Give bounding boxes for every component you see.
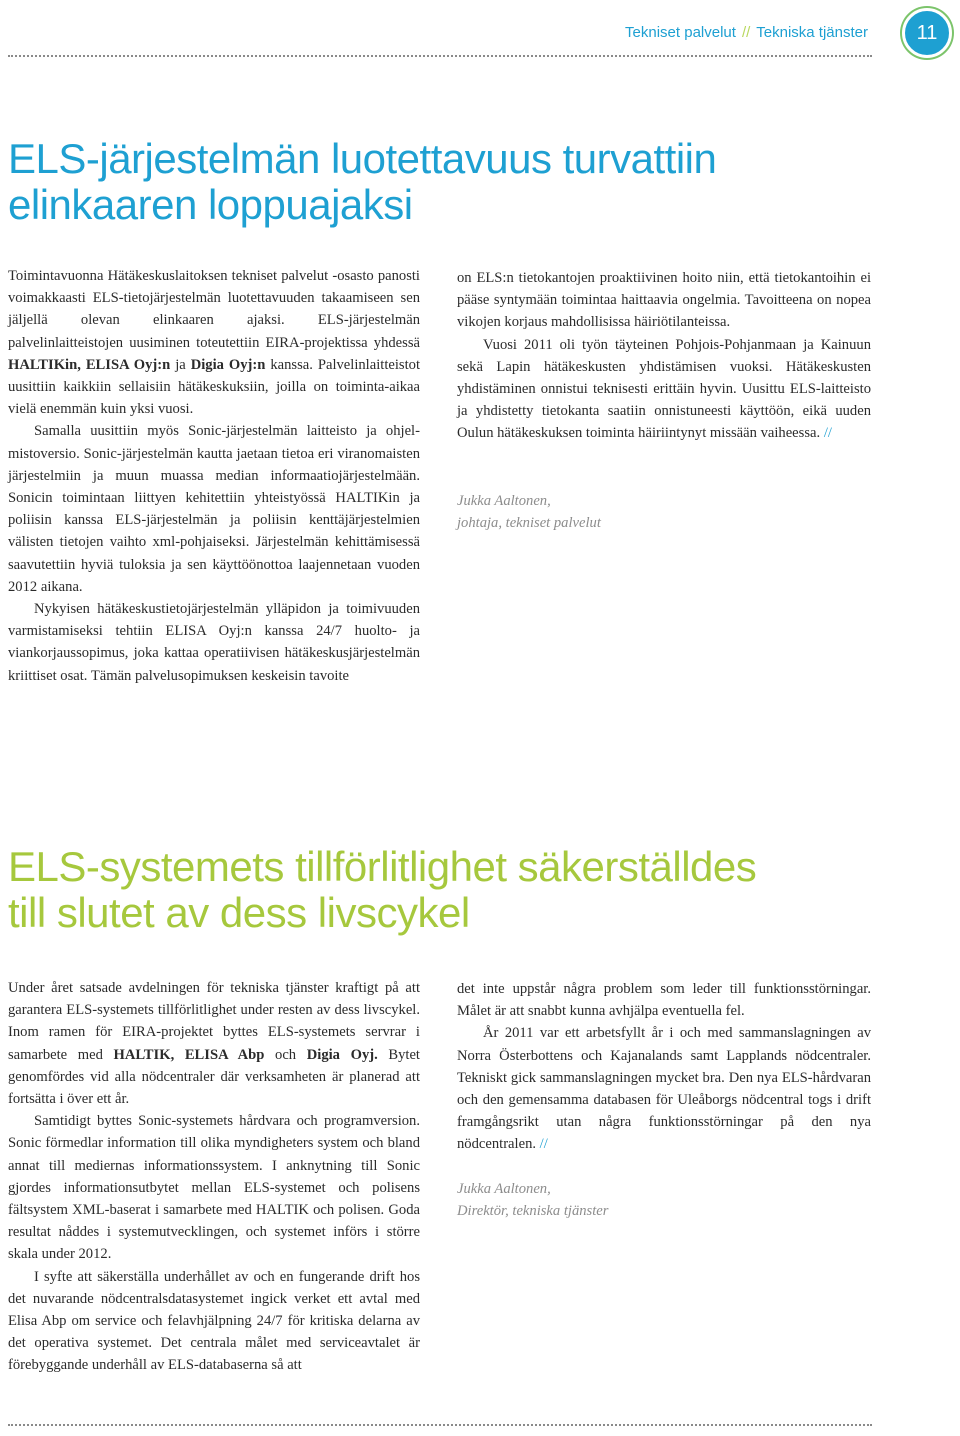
article-sv-right-column	[457, 978, 871, 1156]
sv-paragraph-5: År 2011 var ett arbetsfyllt år i och med sammanslagningen av Norra Österbottens och Kajanalands samt Lapplands nödcentraler. Tekniskt gick sammanslagningen mycket bra. Den nya ELS-hårdvaran och den gemensamma databasen för Uleåborgs nödcentral togs i drift framgångsrikt utan några funktionsstörningar på den nya nödcentralen. //	[457, 1025, 871, 1153]
page-number-badge	[902, 8, 952, 58]
headline-fi	[8, 136, 716, 228]
fi-paragraph-4: on ELS:n tietokantojen proaktiivinen hoito niin, että tietokantoihin ei pääse syntymään toimintaa haittaavia ongelmia. Tavoitteena on nopea vikojen korjaus mahdollisissa häiriötilanteissa.	[457, 270, 871, 331]
article-fi-right-column	[457, 267, 871, 445]
fi-paragraph-5: Vuosi 2011 oli työn täyteinen Pohjois-Pohjanmaan ja Kainuun sekä Lapin hätäkeskusten yhdistämisen vuoksi. Hätäkeskusten yhdistäminen onnistui teknisesti erittäin hyvin. Uusittu ELS-laitteisto ja yhdistetty tietokanta saatiin onnistuneesti käyttöön, eikä uuden Oulun hätäkeskuksen toiminta häiriintynyt missään vaiheessa. //	[457, 336, 871, 442]
fi-paragraph-2: Samalla uusittiin myös Sonic-järjestelmän laitteisto ja ohjelmistoversio. Sonic-järjestelmän kautta jaetaan tietoa eri viranomaisten järjestelmiin ja muun muassa median informaatiojärjestelmään. Sonicin toimintaan liittyen kehitettiin yhteistyössä HALTIKin ja poliisin kanssa ELS-järjestelmän ja poliisin kenttäjärjestelmien välisten tietojen vaihto xml-pohjaiseksi. Järjestelmän kehittämisessä saavutettiin hyviä tuloksia ja sen käyttöönottoa laajennetaan vuoden 2012 aikana.	[8, 423, 420, 595]
fi-partner-haltik-elisa: HALTIKin, ELISA Oyj:n	[8, 356, 171, 373]
sv-partner-digia: Digia Oyj.	[306, 1046, 378, 1063]
top-dotted-divider	[8, 55, 872, 57]
bottom-dotted-divider	[8, 1424, 872, 1426]
signature-sv-name: Jukka Aaltonen,	[457, 1181, 551, 1197]
article-sv-left-column	[8, 977, 420, 1377]
headline-fi-line1: ELS-järjestelmän luotettavuus turvattiin	[8, 135, 717, 182]
sv-paragraph-3: I syfte att säkerställa underhållet av och en fungerande drift hos det nuvarande nödcentralsdatasystemet ingick verket ett avtal med Elisa Abp om service och felavhjälpning 24/7 för kritiska delarna av det operativa systemet. Det centrala målet med serviceavtalet är förebyggande underhåll av ELS-databaserna så att	[8, 1268, 420, 1374]
signature-fi	[457, 490, 601, 534]
fi-partner-digia: Digia Oyj:n	[190, 356, 266, 373]
article-fi-left-column	[8, 265, 420, 687]
signature-sv	[457, 1178, 608, 1222]
sv-paragraph-2: Samtidigt byttes Sonic-systemets hårdvara och programversion. Sonic förmedlar information till olika myndigheters system och bland annat till mediernas informationssystem. I anknytning till Sonic gjordes informationsutbytet mellan ELS-systemet och polisens fältsystem XML-baserat i samarbete med HALTIK och polisen. Goda resultat nåddes i systemutvecklingen, och systemet införs i större skala under 2012.	[8, 1113, 420, 1263]
running-header	[625, 24, 868, 41]
sv-partner-haltik-elisa: HALTIK, ELISA Abp	[113, 1046, 265, 1063]
signature-fi-name: Jukka Aaltonen,	[457, 493, 551, 509]
header-section-fi: Tekniset palvelut	[625, 24, 736, 41]
header-section-sv: Tekniska tjänster	[756, 24, 868, 41]
headline-sv-line2: till slutet av dess livscykel	[8, 889, 470, 936]
page-number: 11	[916, 21, 938, 44]
headline-sv	[8, 844, 756, 936]
header-separator: //	[741, 24, 751, 41]
signature-fi-title: johtaja, tekniset palvelut	[457, 515, 601, 531]
headline-fi-line2: elinkaaren loppuajaksi	[8, 181, 413, 228]
fi-paragraph-3: Nykyisen hätäkeskustietojärjestelmän ylläpidon ja toimivuuden varmistamiseksi tehtiin ELISA Oyj:n kanssa 24/7 huolto- ja viankorjaussopimus, joka kattaa operatiivisen hätäkeskusjärjestelmän kriittiset osat. Tämän palvelusopimuksen keskeisin tavoite	[8, 601, 420, 684]
headline-sv-line1: ELS-systemets tillförlitlighet säkerställdes	[8, 843, 757, 890]
sv-paragraph-1: Under året satsade avdelningen för tekniska tjänster kraftigt på att garantera ELS-systemets tillförlitlighet under resten av dess livscykel. Inom ramen för EIRA-projektet byttes ELS-systemets servrar i samarbete med HALTIK, ELISA Abp och Digia Oyj. Bytet genomfördes vid alla nödcentraler där verksamheten är planerad att fortsätta i över ett år.	[8, 980, 420, 1108]
fi-end-mark: //	[823, 425, 832, 442]
sv-end-mark: //	[539, 1136, 548, 1153]
fi-paragraph-1: Toimintavuonna Hätäkeskuslaitoksen tekniset palvelut -osasto panosti voimakkaasti ELS-tietojärjestelmän luotettavuuden takaamiseen sen jäljellä olevan elinkaaren ajaksi. ELS-järjestelmän palvelinlaitteistojen uusiminen toteutettiin EIRA-projektissa yhdessä HALTIKin, ELISA Oyj:n ja Digia Oyj:n kanssa. Palvelinlaitteistot uusittiin kaikkiin sellaisiin hätäkeskuksiin, joilla on toiminta-aikaa vielä enemmän kuin yksi vuosi.	[8, 268, 420, 418]
sv-paragraph-4: det inte uppstår några problem som leder till funktionsstörningar. Målet är att snabbt kunna avhjälpa eventuella fel.	[457, 981, 871, 1020]
signature-sv-title: Direktör, tekniska tjänster	[457, 1203, 609, 1219]
